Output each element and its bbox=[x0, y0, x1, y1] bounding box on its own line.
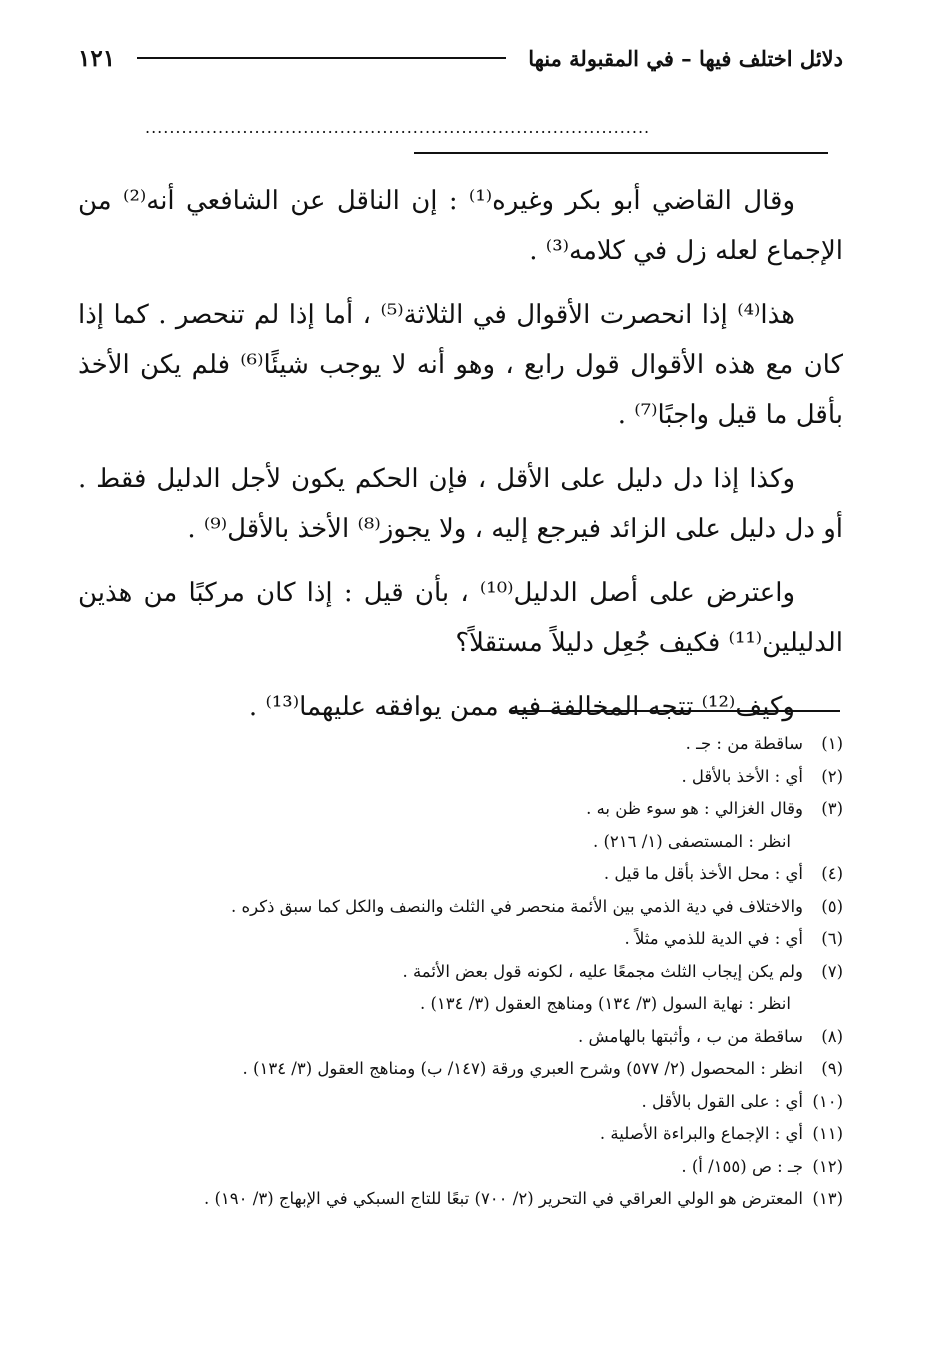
footnote bbox=[78, 1086, 843, 1119]
footnote-number: (١٣) bbox=[812, 1189, 843, 1208]
footnote-reference: انظر : نهاية السول (٣/ ١٣٤) ومناهج العقول (٣/ ١٣٤) . bbox=[419, 994, 791, 1013]
footnote-number: (٦) bbox=[821, 929, 843, 948]
running-title: دلائل اختلف فيها – في المقبولة منها bbox=[528, 45, 843, 71]
footnote bbox=[78, 956, 843, 989]
footnote bbox=[78, 923, 843, 956]
main-text bbox=[78, 176, 843, 746]
footnote-number: (٧) bbox=[821, 961, 843, 981]
footnote-number: (٢) bbox=[821, 766, 843, 786]
top-rule bbox=[414, 152, 828, 154]
footnote-text: أي : محل الأخذ بأقل ما قيل . bbox=[603, 864, 803, 883]
header-rule bbox=[137, 57, 506, 59]
paragraph: وكيف⁽¹²⁾ تتجه المخالفة فيه ممن يوافقه عليهما⁽¹³⁾ . bbox=[248, 692, 795, 722]
footnote bbox=[78, 761, 843, 794]
footnote-number: (٥) bbox=[821, 896, 843, 916]
footnote bbox=[78, 1021, 843, 1054]
footnote-text: ولم يكن إيجاب الثلث مجمعًا عليه ، لكونه قول بعض الأئمة . bbox=[402, 961, 803, 981]
footnote-text: أي : الإجماع والبراءة الأصلية . bbox=[599, 1124, 803, 1143]
footnote-number: (٣) bbox=[821, 799, 843, 818]
paragraph: وكذا إذا دل دليل على الأقل ، فإن الحكم يكون لأجل الدليل فقط . أو دل دليل على الزائد فيرجع إليه ، ولا يجوز⁽⁸⁾ الأخذ بالأقل⁽⁹⁾ . bbox=[78, 464, 843, 544]
footnote-text: أي : الأخذ بالأقل . bbox=[681, 766, 803, 786]
page-header bbox=[78, 38, 843, 78]
footnote-text: وقال الغزالي : هو سوء ظن به . bbox=[586, 799, 803, 818]
footnote-number: (١٢) bbox=[812, 1156, 843, 1176]
footnote-number: (١١) bbox=[812, 1124, 843, 1143]
paragraph: هذا⁽⁴⁾ إذا انحصرت الأقوال في الثلاثة⁽⁵⁾ ، أما إذا لم تنحصر . كما إذا كان مع هذه الأقوال قول رابع ، وهو أنه لا يوجب شيئًا⁽⁶⁾ فلم يكن الأخذ بأقل ما قيل واجبًا⁽⁷⁾ . bbox=[78, 300, 843, 430]
footnote-text: انظر : المحصول (٢/ ٥٧٧) وشرح العبري ورقة (١٤٧/ ب) ومناهج العقول (٣/ ١٣٤) . bbox=[242, 1059, 803, 1078]
footnote bbox=[78, 793, 843, 826]
footnote-text: ساقطة من ب ، وأثبتها بالهامش . bbox=[578, 1026, 803, 1046]
footnote bbox=[78, 1151, 843, 1184]
footnote-rule bbox=[510, 710, 840, 712]
footnote-text: أي : في الدية للذمي مثلاً . bbox=[624, 929, 803, 948]
footnote bbox=[78, 1053, 843, 1086]
footnote-number: (١٠) bbox=[812, 1091, 843, 1111]
page-number: ١٢١ bbox=[78, 44, 116, 72]
paragraph: وقال القاضي أبو بكر وغيره⁽¹⁾ : إن الناقل عن الشافعي أنه⁽²⁾ من الإجماع لعله زل في كلامه⁽³⁾ . bbox=[78, 186, 843, 266]
footnote-text: والاختلاف في دية الذمي بين الأئمة منحصر في الثلث والنصف والكل كما سبق ذكره . bbox=[230, 896, 803, 916]
footnote-text: المعترض هو الولي العراقي في التحرير (٢/ ٧٠٠) تبعًا للتاج السبكي في الإبهاج (٣/ ١٩٠) . bbox=[203, 1189, 803, 1208]
footnote-number: (٨) bbox=[821, 1026, 843, 1046]
footnote bbox=[78, 891, 843, 924]
footnote-text: أي : على القول بالأقل . bbox=[641, 1091, 803, 1111]
paragraph: واعترض على أصل الدليل⁽¹⁰⁾ ، بأن قيل : إذا كان مركبًا من هذين الدليلين⁽¹¹⁾ فكيف جُعِل دليلاً مستقلاً؟ bbox=[78, 578, 843, 658]
footnote-number: (٩) bbox=[821, 1059, 843, 1078]
footnotes bbox=[78, 728, 843, 1216]
footnote bbox=[78, 1118, 843, 1151]
footnote-reference: انظر : المستصفى (١/ ٢١٦) . bbox=[592, 831, 791, 851]
footnote-number: (٤) bbox=[821, 864, 843, 883]
footnote-text: جـ : ص (١٥٥/ أ) . bbox=[681, 1156, 803, 1176]
footnote bbox=[78, 1183, 843, 1216]
footnote bbox=[78, 728, 843, 761]
footnote-text: ساقطة من : جـ . bbox=[685, 734, 803, 753]
footnote-number: (١) bbox=[821, 734, 843, 753]
footnote bbox=[78, 858, 843, 891]
separator-dots: ................................................................................... bbox=[145, 118, 651, 134]
